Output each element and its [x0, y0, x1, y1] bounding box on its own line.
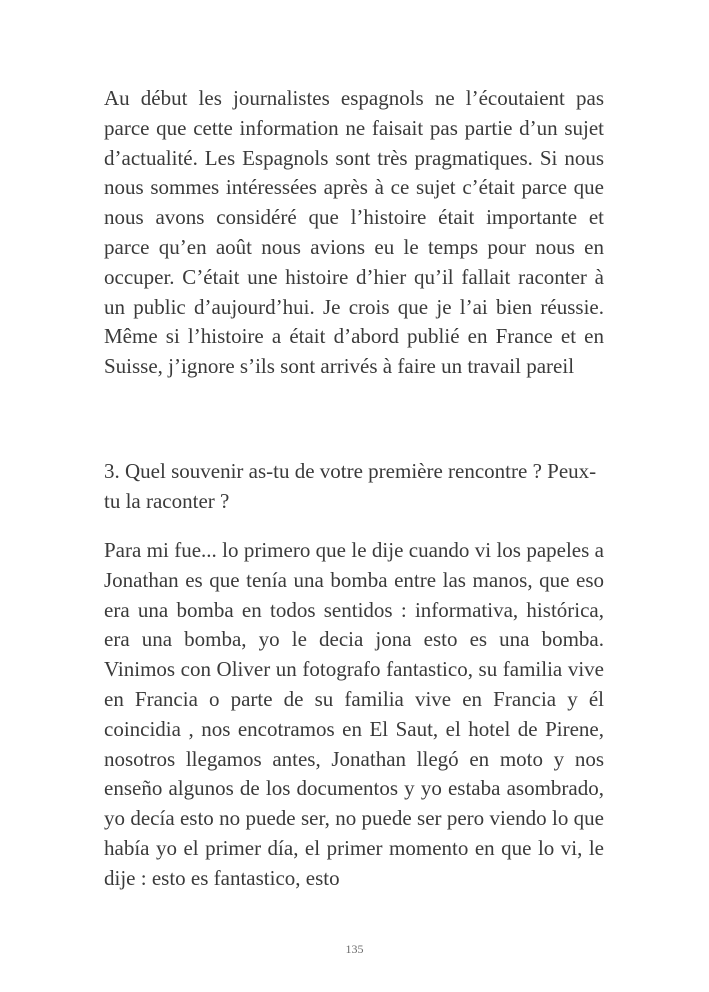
paragraph-answer-spanish: Para mi fue... lo primero que le dije cuando vi los papeles a Jonathan es que tenía una bomba entre las manos, que eso era una bomba en todos sentidos : informativa, histórica, era una bomba, yo le decia jona esto es una bomba. Vinimos con Oliver un fotografo fantastico, su familia vive en Francia o parte de su familia vive en Francia y él coincidia , nos encotramos en El Saut, el hotel de Pirene, nosotros llegamos antes, Jonathan llegó en moto y nos enseño algunos de los documentos y yo estaba asombrado, yo decía esto no puede ser, no puede ser pero viendo lo que había yo el primer día, el primer momento en que lo vi, le dije : esto es fantastico, esto — [104, 538, 604, 890]
question-heading: 3. Quel souvenir as-tu de votre première rencontre ? Peux-tu la raconter ? — [104, 459, 597, 513]
page-number: 135 — [345, 942, 364, 956]
paragraph-intro-french: Au début les journalistes espagnols ne l’écoutaient pas parce que cette information ne faisait pas partie d’un sujet d’actualité. Les Espagnols sont très pragmatiques. Si nous nous sommes intéressées après à ce sujet c’était parce que nous avons considéré que l’histoire était importante et parce qu’en août nous avions eu le temps pour nous en occuper. C’était une histoire d’hier qu’il fallait raconter à un public d’aujourd’hui. Je crois que je l’ai bien réussie. Même si l’histoire a était d’abord publié en France et en Suisse, j’ignore s’ils sont arrivés à faire un travail pareil — [104, 86, 604, 379]
